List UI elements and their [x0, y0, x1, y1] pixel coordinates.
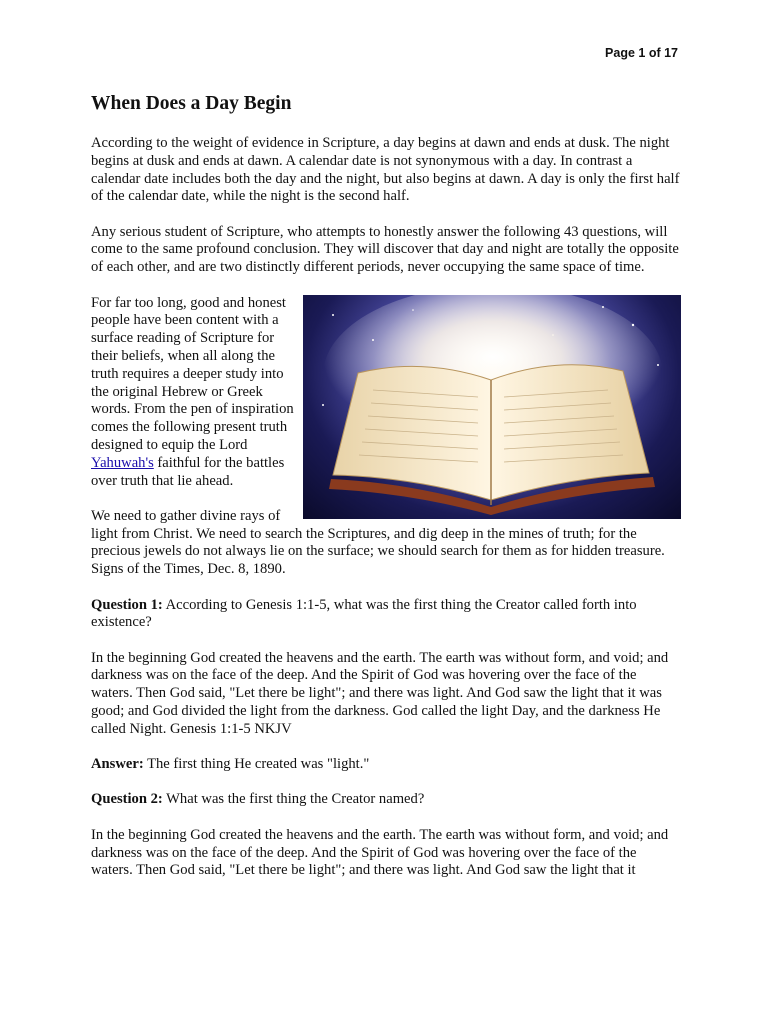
paragraph-deeper-study-text-b: faithful for the battles over truth that lie ahead. [91, 454, 285, 489]
yahuwah-link[interactable]: Yahuwah's [91, 454, 154, 471]
document-body [91, 92, 681, 898]
answer-1 [91, 756, 681, 774]
page-number: Page 1 of 17 [605, 46, 678, 60]
genesis-quote-1: In the beginning God created the heavens and the earth. The earth was without form, and void; and darkness was on the face of the deep. And the Spirit of God was hovering over the face of the waters. Then God said, "Let there be light"; and there was light. And God saw the light that it was good; and God divided the light from the darkness. God called the light Day, and the darkness He called Night. Genesis 1:1-5 NKJV [91, 649, 669, 737]
page-title: When Does a Day Begin [91, 93, 292, 114]
question-1-label: Question 1: [91, 596, 163, 613]
open-bible-illustration [303, 295, 681, 519]
paragraph-quote: We need to gather divine rays of light from Christ. We need to search the Scriptures, and dig deep in the mines of truth; for the precious jewels do not always lie on the surface; we should search for them as for hidden treasure. Signs of the Times, Dec. 8, 1890. [91, 507, 665, 578]
open-bible-image [303, 295, 681, 519]
question-1 [91, 597, 681, 633]
paragraph-intro: According to the weight of evidence in Scripture, a day begins at dawn and ends at dusk. The night begins at dusk and ends at dawn. A calendar date is not synonymous with a day. In contrast a calendar date includes both the day and the night, but also begins at dawn. A day is only the first half of the calendar date, while the night is the second half. [91, 135, 680, 205]
genesis-quote-2: In the beginning God created the heavens and the earth. The earth was without form, and void; and darkness was on the face of the deep. And the Spirit of God was hovering over the face of the waters. Then God said, "Let there be light"; and there was light. And God saw the light that it [91, 826, 669, 879]
image-text-block [91, 295, 681, 579]
question-1-text: According to Genesis 1:1-5, what was the first thing the Creator called forth into existence? [91, 596, 637, 631]
paragraph-questions-intro: Any serious student of Scripture, who attempts to honestly answer the following 43 questions, will come to the same profound conclusion. They will discover that day and night are totally the opposite of each other, and are two distinctly different periods, never occupying the same space of time. [91, 223, 679, 276]
question-2-label: Question 2: [91, 791, 163, 808]
paragraph-deeper-study-text-a: For far too long, good and honest people have been content with a surface reading of Scripture for their beliefs, when all along the truth requires a deeper study into the original Hebrew or Greek words. From the pen of inspiration comes the following present truth designed to equip the Lord [91, 294, 294, 453]
answer-1-text: The first thing He created was "light." [143, 756, 370, 773]
answer-1-label: Answer: [91, 756, 144, 773]
question-2-text: What was the first thing the Creator named? [162, 791, 425, 808]
question-2 [91, 791, 681, 809]
